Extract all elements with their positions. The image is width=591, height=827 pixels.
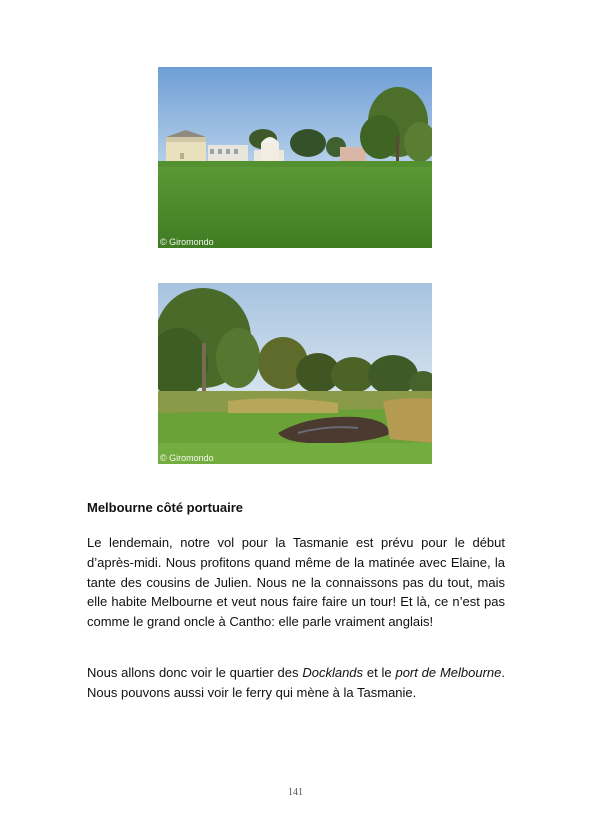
docklands-reference: Docklands	[302, 665, 364, 680]
park-pond-photo	[158, 283, 432, 464]
observatory-lawn-photo	[158, 67, 432, 248]
page-number: 141	[288, 787, 303, 798]
port-reference: port de Melbourne	[395, 665, 502, 680]
paragraph-text: Nous allons donc voir le quartier des	[87, 665, 303, 680]
body-paragraph	[87, 663, 505, 703]
paragraph-text: et le	[363, 665, 396, 680]
photo-watermark: © Giromondo	[160, 453, 214, 463]
paragraph-text: . Nous pouvons aussi voir le ferry qui mène à la Tasmanie.	[87, 665, 506, 700]
body-paragraph: Le lendemain, notre vol pour la Tasmanie est prévu pour le début d’après-midi. Nous profitons quand même de la matinée avec Elaine, la tante des cousins de Julien. Nous ne la connaissons pas du tout, mais elle habite Melbourne et veut nous faire faire un tour! Et là, ce n’est pas comme le grand oncle à Cantho: elle parle vraiment anglais!	[87, 535, 505, 630]
photo-watermark: © Giromondo	[160, 237, 214, 247]
section-heading: Melbourne côté portuaire	[87, 500, 244, 515]
